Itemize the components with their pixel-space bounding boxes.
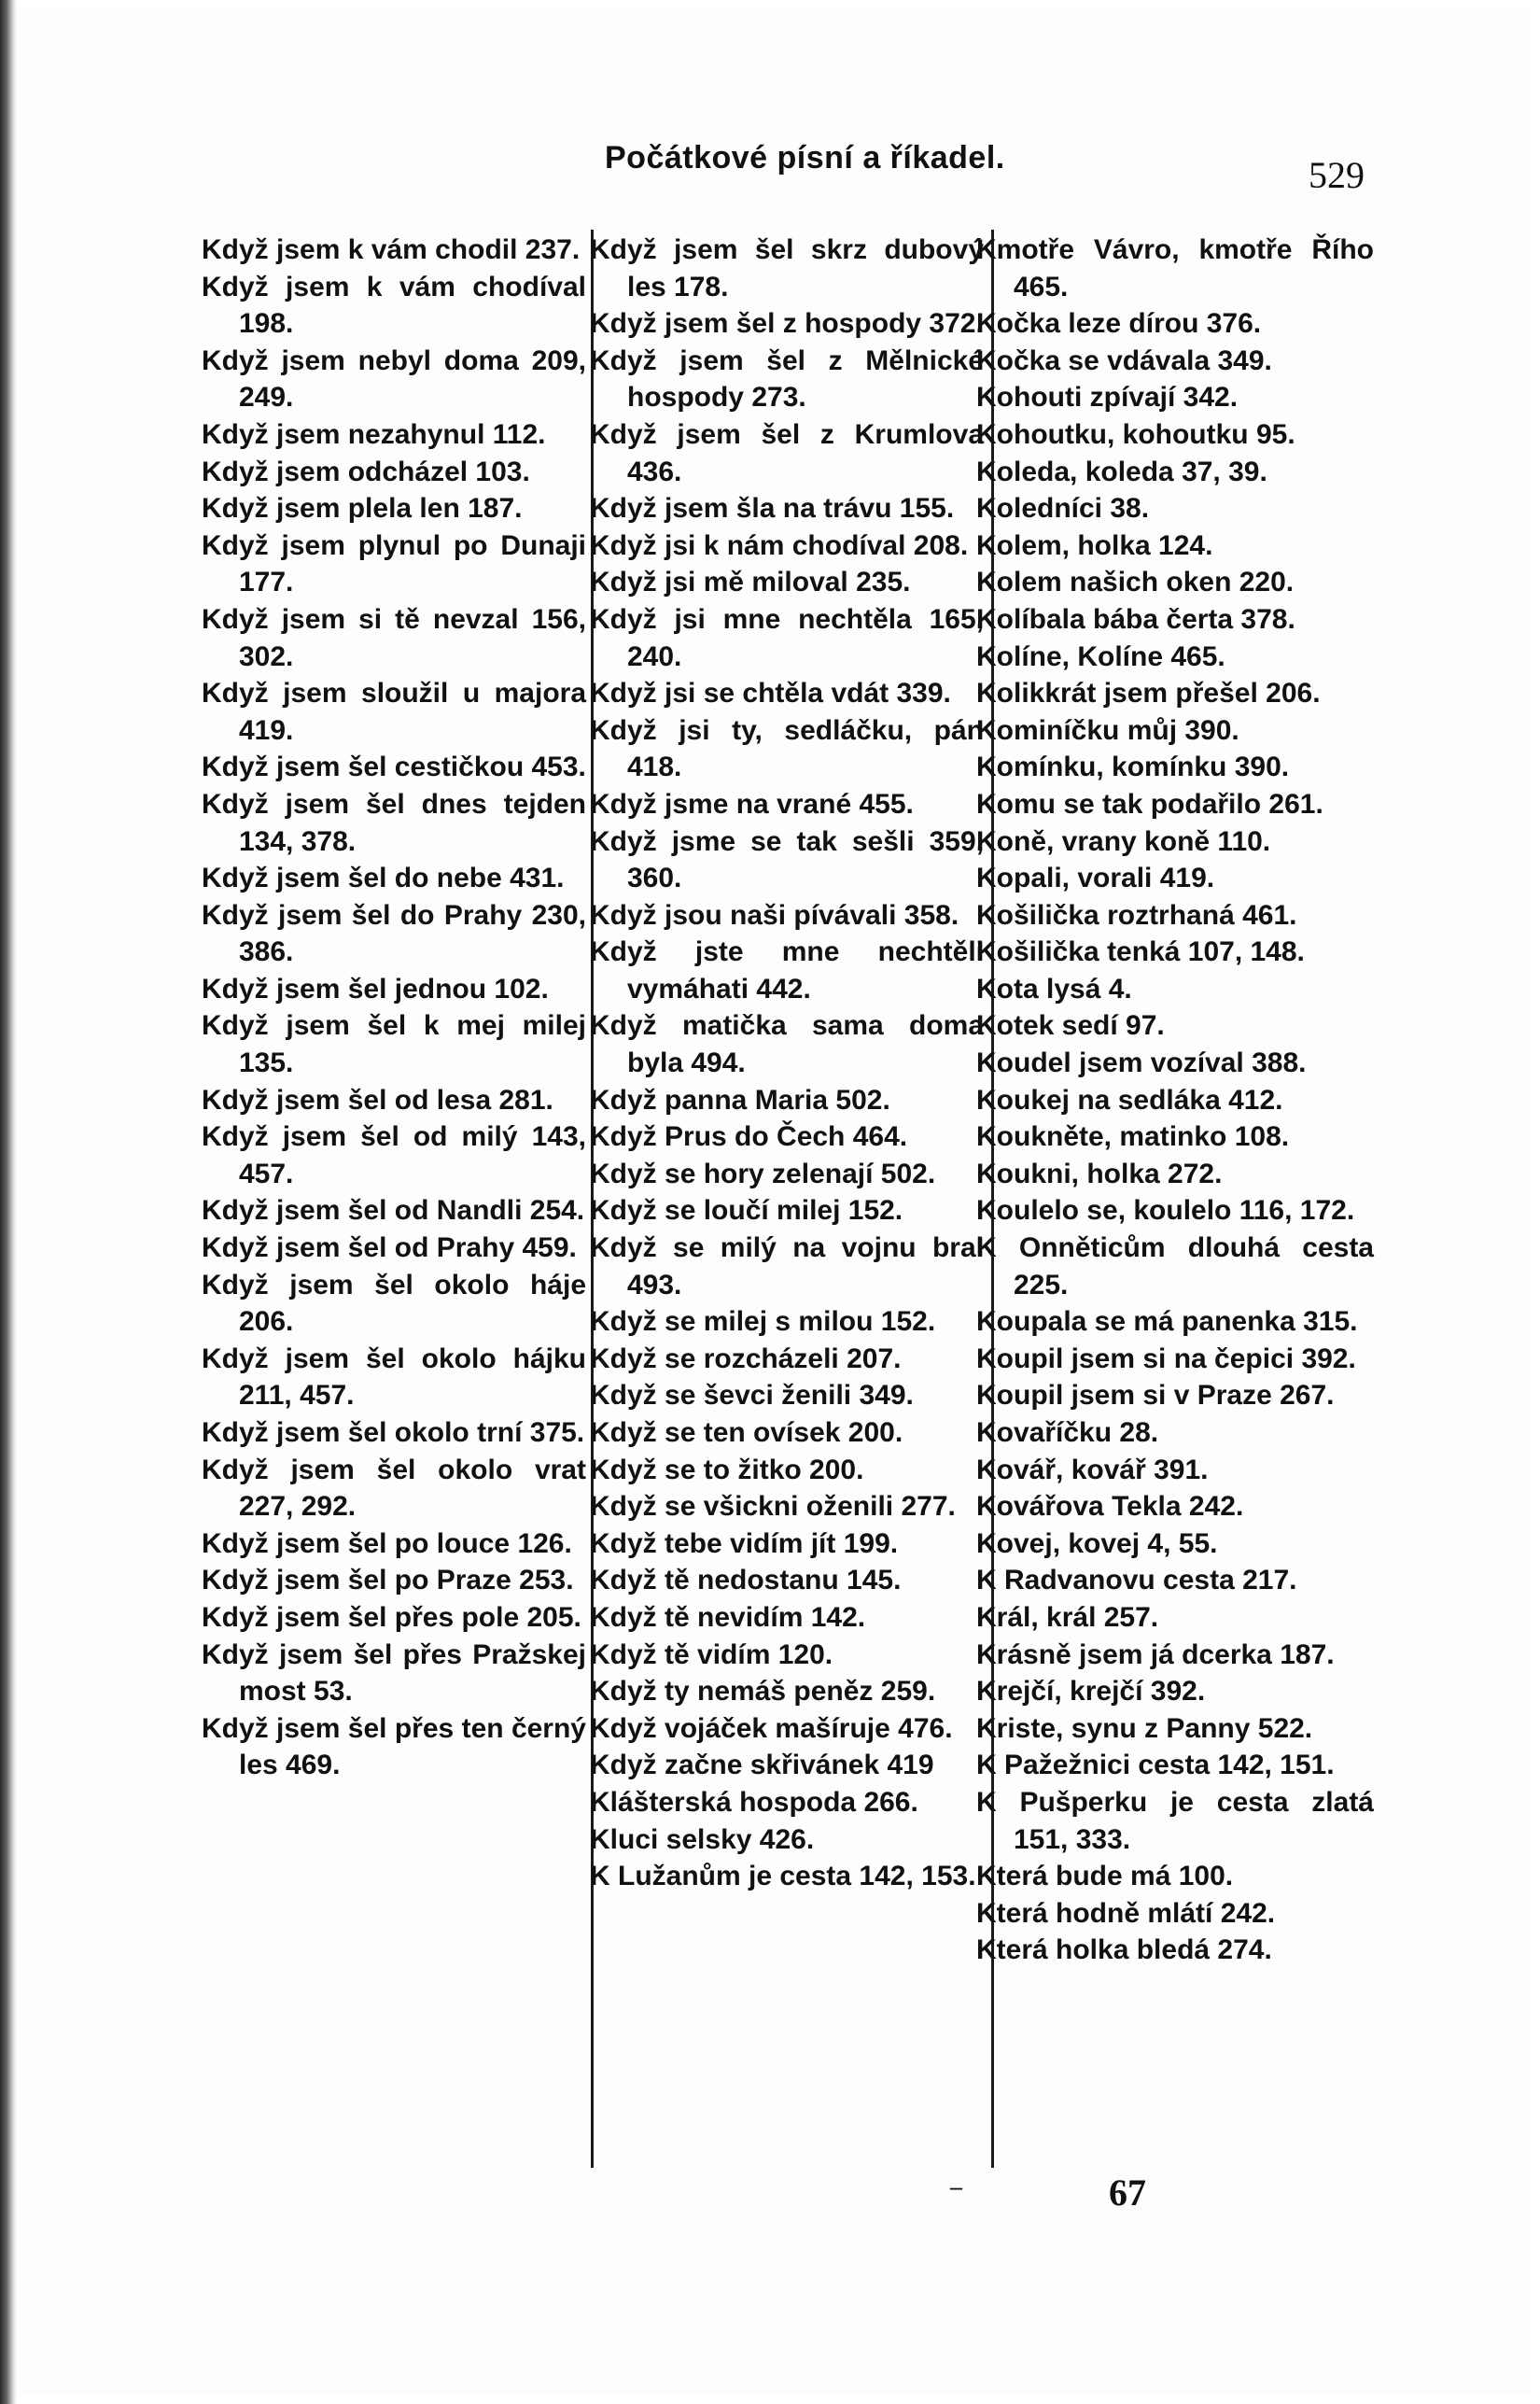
- index-entry: Když jsem šel od lesa 281.: [202, 1084, 553, 1116]
- index-entry: Když jsi ty, sedláčku, pán 418.: [590, 714, 984, 783]
- page-number: 529: [1309, 154, 1365, 196]
- index-entry: Koupil jsem si v Praze 267.: [976, 1380, 1335, 1412]
- index-entry: Když jsem nezahynul 112.: [202, 418, 546, 450]
- index-entry: Kohouti zpívají 342.: [976, 382, 1239, 414]
- index-entry: Když jsem šel do nebe 431.: [202, 863, 565, 894]
- index-entry: Komínku, komínku 390.: [976, 752, 1290, 783]
- index-entry: Když jsem šel skrz dubový les 178.: [590, 234, 984, 302]
- index-entry: Když tě nedostanu 145.: [590, 1565, 902, 1596]
- index-entry: Kovej, kovej 4, 55.: [976, 1527, 1218, 1559]
- index-entry: Když jsem šel z Mělnické hospody 273.: [590, 344, 984, 414]
- index-entry: Koupil jsem si na čepici 392.: [976, 1343, 1356, 1374]
- index-entry: Když se to žitko 200.: [590, 1454, 864, 1485]
- index-entry: Kolikkrát jsem přešel 206.: [976, 678, 1321, 710]
- book-edge-shadow: [0, 0, 17, 2404]
- index-entry: Kluci selsky 426.: [590, 1823, 815, 1855]
- index-entry: Kotek sedí 97.: [976, 1010, 1165, 1042]
- index-entry: Když jsem šel okolo trní 375.: [202, 1417, 585, 1448]
- index-entry: Když jsem šel k mej milej 135.: [202, 1010, 586, 1079]
- index-entry: Když se všickni oženili 277.: [590, 1491, 956, 1523]
- index-entry: Když jsou naši pívávali 358.: [590, 899, 959, 931]
- index-entry: Když se ten ovísek 200.: [590, 1417, 903, 1448]
- index-entry: Když jsem šel od Prahy 459.: [202, 1232, 577, 1264]
- index-entry: Když Prus do Čech 464.: [590, 1121, 908, 1153]
- index-entry: Když jste mne nechtěli vymáhati 442.: [590, 936, 984, 1005]
- index-entry: K Pažežnici cesta 142, 151.: [976, 1750, 1335, 1781]
- index-entry: Když jsi mne nechtěla 165, 240.: [590, 603, 984, 672]
- index-entry: Kolem, holka 124.: [976, 529, 1213, 561]
- index-entry: Koně, vrany koně 110.: [976, 825, 1271, 857]
- index-entry: Kota lysá 4.: [976, 973, 1132, 1005]
- index-entry: K Lužanům je cesta 142, 153.: [590, 1861, 976, 1892]
- index-entry: Kominíčku můj 390.: [976, 714, 1239, 746]
- index-entry: Když jsem šel dnes tejden 134, 378.: [202, 788, 586, 857]
- index-entry: Když jsem šel přes Pražskej most 53.: [202, 1638, 586, 1708]
- index-entry: Kolíne, Kolíne 465.: [976, 640, 1225, 672]
- index-entry: Když se hory zelenají 502.: [590, 1158, 936, 1189]
- index-entry: Když jsem šel okolo hájku 211, 457.: [202, 1343, 586, 1412]
- index-entry: Komu se tak podařilo 261.: [976, 788, 1323, 820]
- index-entry: Která holka bledá 274.: [976, 1934, 1272, 1966]
- index-entry: Koupala se má panenka 315.: [976, 1306, 1358, 1338]
- index-entry: Koudel jsem vozíval 388.: [976, 1047, 1307, 1079]
- index-entry: Když jsem šel okolo vrat 227, 292.: [202, 1454, 586, 1523]
- index-entry: Krejčí, krejčí 392.: [976, 1676, 1206, 1708]
- index-entry: Když jsem k vám chodíval 198.: [202, 271, 586, 340]
- index-entry: Kovaříčku 28.: [976, 1417, 1159, 1448]
- index-entry: Kopali, vorali 419.: [976, 863, 1215, 894]
- index-entry: Když jsem šel po Praze 253.: [202, 1565, 574, 1596]
- index-entry: Když vojáček mašíruje 476.: [590, 1712, 953, 1744]
- index-entry: Když ty nemáš peněz 259.: [590, 1676, 936, 1708]
- index-column-3: [976, 232, 1374, 1969]
- index-entry: K Onněticům dlouhá cesta 225.: [976, 1232, 1374, 1300]
- index-entry: Když jsem nebyl doma 209, 249.: [202, 344, 586, 414]
- index-entry: Když se milej s milou 152.: [590, 1306, 936, 1338]
- index-column-1: [202, 232, 586, 1784]
- running-header: Počátkové písní a říkadel.: [605, 140, 1005, 176]
- index-entry: K Radvanovu cesta 217.: [976, 1565, 1297, 1596]
- index-entry: Když se ševci ženili 349.: [590, 1380, 914, 1412]
- index-entry: Která hodně mlátí 242.: [976, 1897, 1276, 1929]
- index-entry: Když jsem šel cestičkou 453.: [202, 752, 586, 783]
- index-entry: Kolem našich oken 220.: [976, 567, 1295, 598]
- index-entry: Koledníci 38.: [976, 493, 1150, 525]
- index-entry: Když jsem šel do Prahy 230, 386.: [202, 899, 586, 968]
- index-entry: Když jsem si tě nevzal 156, 302.: [202, 603, 586, 672]
- index-entry: Když jsem k vám chodil 237.: [202, 234, 581, 265]
- index-entry: Když jsem šel z Krumlova 436.: [590, 418, 984, 487]
- index-entry: Když jsem odcházel 103.: [202, 456, 530, 487]
- index-entry: Kriste, synu z Panny 522.: [976, 1712, 1313, 1744]
- index-entry: Když jsem šel z hospody 372.: [590, 308, 984, 340]
- index-entry: Když tebe vidím jít 199.: [590, 1527, 899, 1559]
- index-entry: Když jsem šel přes ten černý les 469.: [202, 1712, 586, 1781]
- index-entry: Král, král 257.: [976, 1601, 1159, 1633]
- index-entry: Když jsem šel přes pole 205.: [202, 1601, 581, 1633]
- footer-dash: –: [950, 2173, 962, 2200]
- index-entry: Když jsme se tak sešli 359, 360.: [590, 825, 984, 894]
- index-entry: Když jsem šel jednou 102.: [202, 973, 549, 1005]
- index-entry: Když jsi k nám chodíval 208.: [590, 529, 969, 561]
- index-entry: Když matička sama doma byla 494.: [590, 1010, 984, 1079]
- index-entry: Kmotře Vávro, kmotře Řího 465.: [976, 234, 1374, 302]
- index-entry: Která bude má 100.: [976, 1861, 1234, 1892]
- index-entry: Koukni, holka 272.: [976, 1158, 1223, 1189]
- index-entry: Když se loučí milej 152.: [590, 1195, 903, 1227]
- index-entry: Kovář, kovář 391.: [976, 1454, 1209, 1485]
- index-entry: Kočka se vdávala 349.: [976, 344, 1272, 376]
- index-entry: Kovářova Tekla 242.: [976, 1491, 1244, 1523]
- index-entry: Když panna Maria 502.: [590, 1084, 890, 1116]
- index-entry: K Pušperku je cesta zlatá 151, 333.: [976, 1786, 1374, 1855]
- index-entry: Klášterská hospoda 266.: [590, 1786, 918, 1818]
- signature-mark: 67: [1109, 2172, 1146, 2214]
- index-entry: Kočka leze dírou 376.: [976, 308, 1262, 340]
- index-entry: Když jsme na vrané 455.: [590, 788, 914, 820]
- index-entry: Kolíbala bába čerta 378.: [976, 603, 1295, 635]
- index-entry: Kohoutku, kohoutku 95.: [976, 418, 1295, 450]
- index-entry: Když se rozcházeli 207.: [590, 1343, 902, 1374]
- index-entry: Když tě vidím 120.: [590, 1638, 833, 1670]
- index-entry: Když jsem plynul po Dunaji 177.: [202, 529, 586, 598]
- index-entry: Když jsem sloužil u majora 419.: [202, 678, 586, 746]
- index-entry: Když jsem šel od Nandli 254.: [202, 1195, 585, 1227]
- index-entry: Když jsem šla na trávu 155.: [590, 493, 955, 525]
- index-entry: Koulelo se, koulelo 116, 172.: [976, 1195, 1355, 1227]
- index-entry: Košilička roztrhaná 461.: [976, 899, 1297, 931]
- index-entry: Když tě nevidím 142.: [590, 1601, 866, 1633]
- index-entry: Když se milý na vojnu bral 493.: [590, 1232, 984, 1300]
- index-entry: Když jsem šel okolo háje 206.: [202, 1269, 586, 1338]
- index-entry: Když jsem šel po louce 126.: [202, 1527, 572, 1559]
- index-column-2: [590, 232, 984, 1895]
- index-entry: Koukněte, matinko 108.: [976, 1121, 1290, 1153]
- index-entry: Když jsem šel od milý 143, 457.: [202, 1121, 586, 1189]
- index-entry: Krásně jsem já dcerka 187.: [976, 1638, 1335, 1670]
- index-entry: Koukej na sedláka 412.: [976, 1084, 1283, 1116]
- index-entry: Když jsem plela len 187.: [202, 493, 523, 525]
- index-entry: Koleda, koleda 37, 39.: [976, 456, 1267, 487]
- index-entry: Košilička tenká 107, 148.: [976, 936, 1305, 968]
- index-entry: Když jsi se chtěla vdát 339.: [590, 678, 951, 710]
- index-entry: Když jsi mě miloval 235.: [590, 567, 911, 598]
- index-entry: Když začne skřivánek 419: [590, 1750, 934, 1781]
